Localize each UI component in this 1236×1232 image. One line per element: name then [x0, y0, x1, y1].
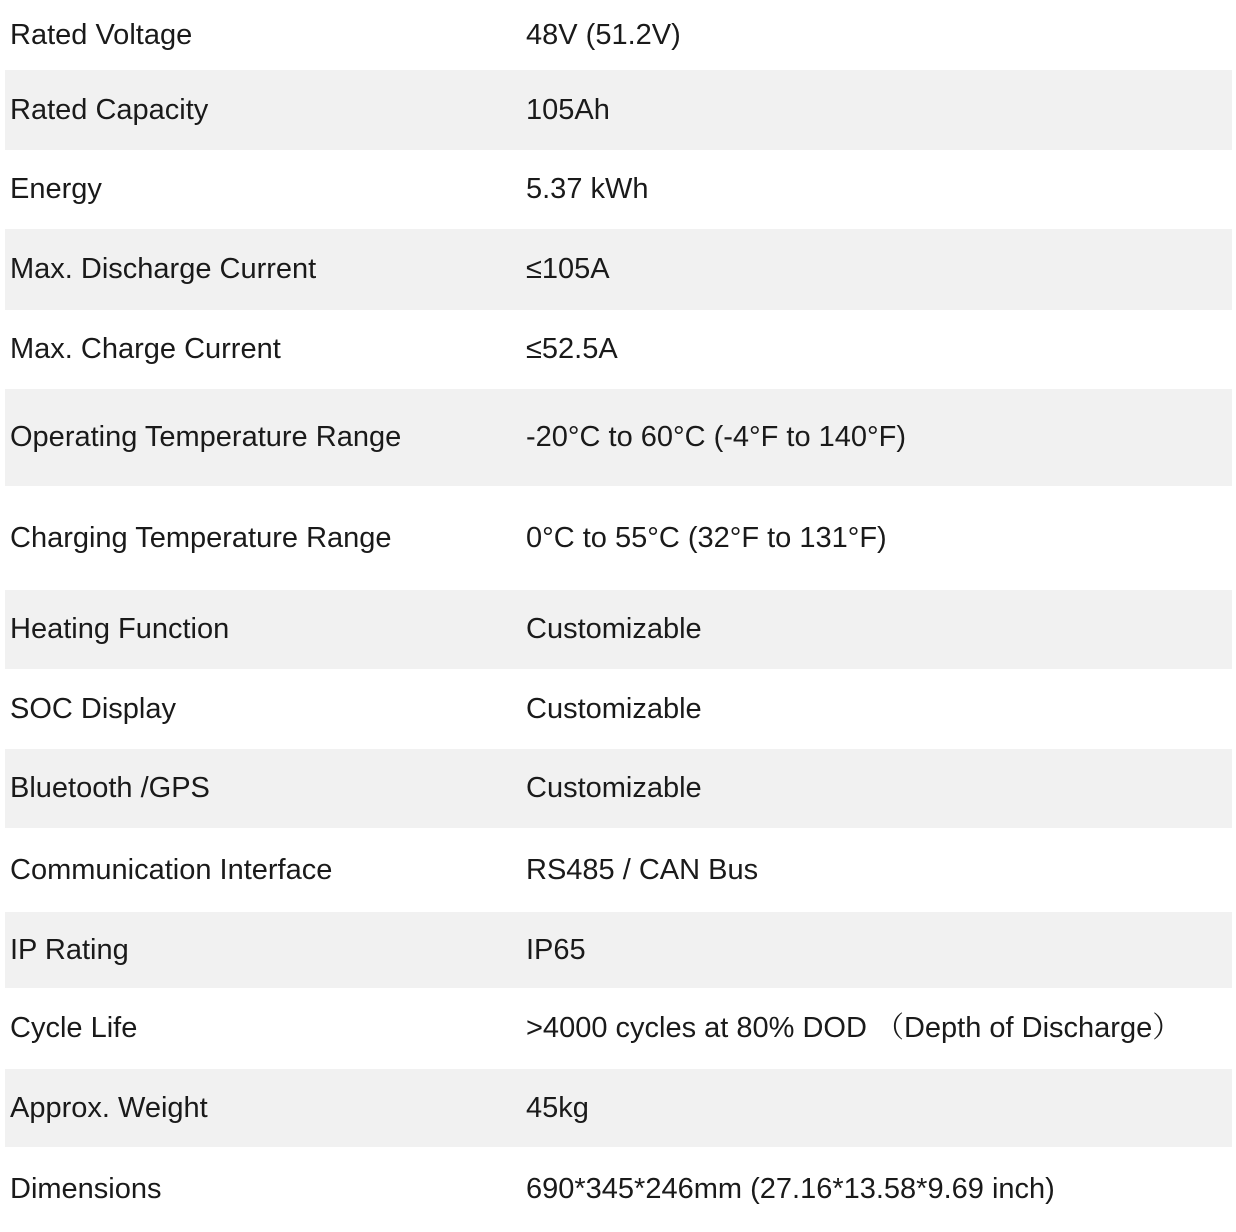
table-row [5, 988, 1232, 1069]
spec-label: SOC Display [10, 692, 176, 725]
spec-label: Heating Function [10, 613, 230, 646]
spec-label: Max. Discharge Current [10, 253, 317, 286]
spec-label: Max. Charge Current [10, 333, 281, 366]
table-row [5, 310, 1232, 389]
table-row [5, 828, 1232, 912]
spec-label: Bluetooth /GPS [10, 772, 210, 805]
table-row [5, 0, 1232, 70]
spec-value: ≤52.5A [526, 333, 618, 366]
spec-label: Approx. Weight [10, 1091, 208, 1124]
spec-value: >4000 cycles at 80% DOD （Depth of Discharge） [526, 1012, 1182, 1045]
spec-value: IP65 [526, 933, 586, 966]
spec-value: ≤105A [526, 253, 610, 286]
spec-value: 45kg [526, 1091, 589, 1124]
spec-label: Cycle Life [10, 1012, 138, 1045]
spec-value: Customizable [526, 613, 702, 646]
spec-label: Rated Capacity [10, 93, 209, 126]
table-row [5, 229, 1232, 310]
spec-value: 48V (51.2V) [526, 18, 681, 51]
spec-label: IP Rating [10, 933, 129, 966]
table-row [5, 749, 1232, 828]
spec-label: Communication Interface [10, 853, 333, 886]
spec-value: -20°C to 60°C (-4°F to 140°F) [526, 421, 907, 454]
table-row [5, 1147, 1232, 1232]
spec-value: Customizable [526, 692, 702, 725]
table-row [5, 70, 1232, 150]
spec-value: 690*345*246mm (27.16*13.58*9.69 inch) [526, 1173, 1055, 1206]
spec-label: Charging Temperature Range [10, 521, 392, 554]
spec-label: Dimensions [10, 1173, 162, 1206]
table-row [5, 590, 1232, 669]
spec-value: 0°C to 55°C (32°F to 131°F) [526, 521, 887, 554]
table-row [5, 486, 1232, 590]
table-row [5, 669, 1232, 749]
spec-value: 5.37 kWh [526, 173, 649, 206]
spec-label: Rated Voltage [10, 18, 193, 51]
table-row [5, 150, 1232, 229]
spec-value: RS485 / CAN Bus [526, 853, 759, 886]
spec-value: Customizable [526, 772, 702, 805]
table-row [5, 1069, 1232, 1147]
spec-table [5, 0, 1232, 1232]
spec-label: Energy [10, 173, 102, 206]
table-row [5, 389, 1232, 486]
table-row [5, 912, 1232, 988]
spec-label: Operating Temperature Range [10, 421, 402, 454]
spec-value: 105Ah [526, 93, 610, 126]
